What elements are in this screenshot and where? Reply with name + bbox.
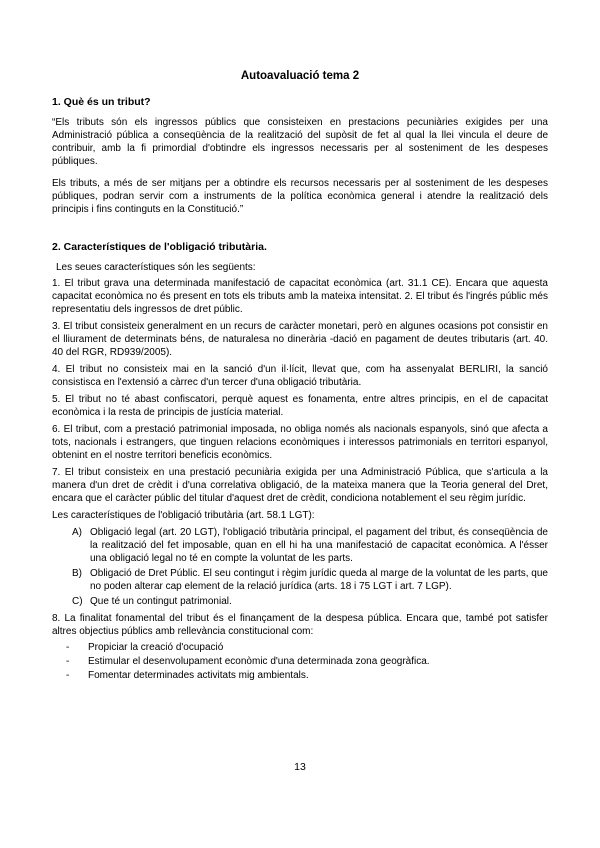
bullet-text: Propiciar la creació d'ocupació [88, 642, 224, 653]
bullet-item [66, 641, 548, 654]
lettered-item [72, 567, 548, 593]
lgt-characteristics-intro: Les característiques de l'obligació tributària (art. 58.1 LGT): [52, 510, 315, 521]
dash-bullet-icon: - [66, 642, 70, 653]
characteristic-item: 3. El tribut consisteix generalment en un recurs de caràcter monetari, però en algunes ocasions pot consistir en el lliurament de determinats béns, de naturalesa no dinerària -dació en pagament de deutes tributaris (art. 40. 40 del RGR, RD939/2005). [52, 321, 548, 358]
bullet-item [66, 655, 548, 668]
section-2-intro: Les seues característiques són les següents: [56, 262, 256, 273]
lettered-item-text: Obligació de Dret Públic. El seu contingut i règim jurídic queda al marge de la voluntat de les parts, que no poden alterar cap element de la relació jurídica (arts. 18 i 75 LGT i art. 7 LGP). [90, 568, 548, 592]
lettered-item [72, 595, 548, 608]
section-1-paragraph-1: “Els tributs són els ingressos públics que consisteixen en prestacions pecuniàries exigides per una Administració pública a conseqüència de la realització del supòsit de fet al qual la llei vincula el deure de contribuir, amb la fi primordial d'obtindre els ingressos necessaris per al sosteniment de les despeses públiques. [52, 117, 548, 167]
characteristic-item: 6. El tribut, com a prestació patrimonial imposada, no obliga només als nacionals espanyols, sinó que afecta a tots, nacionals i estrangers, que tinguen relacions econòmiques i interessos patrimonials en territori espanyol, obtenint en el nostre territori beneficis econòmics. [52, 424, 548, 461]
bullet-item [66, 669, 548, 682]
page-number: 13 [294, 761, 306, 773]
lettered-item-label: C) [72, 596, 83, 607]
lettered-item [72, 526, 548, 565]
dash-bullet-icon: - [66, 670, 70, 681]
bullet-text: Estimular el desenvolupament econòmic d'una determinada zona geogràfica. [88, 656, 430, 667]
section-1-paragraph-2: Els tributs, a més de ser mitjans per a obtindre els recursos necessaris per al sosteniment de les despeses públiques, podran servir com a instruments de la política econòmica general i atendre la realització dels principis i fins continguts en la Constitució.” [52, 178, 548, 215]
section-1-heading: 1. Què és un tribut? [52, 96, 151, 108]
lettered-item-label: A) [72, 527, 82, 538]
document-page [52, 70, 548, 683]
document-title: Autoavaluació tema 2 [240, 70, 360, 82]
bullet-text: Fomentar determinades activitats mig ambientals. [88, 670, 309, 681]
characteristic-item: 1. El tribut grava una determinada manifestació de capacitat econòmica (art. 31.1 CE). Encara que aquesta capacitat econòmica no és present en tots els tributs amb la mateixa intensitat. 2. El tribut és l'ingrés públic més representatiu dels ingressos de dret públic. [52, 278, 548, 315]
section-2-heading: 2. Característiques de l'obligació tributària. [52, 241, 267, 253]
characteristic-item: 7. El tribut consisteix en una prestació pecuniària exigida per una Administració Pública, que s'articula a la manera d'un dret de crèdit i d'una correlativa obligació, de la mateixa manera que la Teoria general del Dret, encara que el caràcter públic del titular d'aquest dret de crèdit, condiciona notablement el seu règim jurídic. [52, 467, 548, 504]
characteristic-item: 8. La finalitat fonamental del tribut és el finançament de la despesa pública. Encara que, també pot satisfer altres objectius públics amb rellevància constitucional com: [52, 613, 548, 637]
lettered-item-text: Obligació legal (art. 20 LGT), l'obligació tributària principal, el pagament del tribut, és conseqüència de la realització del fet imposable, quan en ell hi ha una manifestació de capacitat econòmica. A l'ésser una obligació legal no té en compte la voluntat de les parts. [90, 527, 548, 564]
characteristic-item: 4. El tribut no consisteix mai en la sanció d'un il·lícit, llevat que, com ha assenyalat BERLIRI, la sanció consistisca en l'extensió a càrrec d'un tercer d'una obligació tributària. [52, 364, 548, 388]
lettered-item-text: Que té un contingut patrimonial. [90, 596, 232, 607]
characteristic-item: 5. El tribut no té abast confiscatori, perquè aquest es fonamenta, entre altres principis, en el de capacitat econòmica i la resta de principis de justícia material. [52, 394, 548, 418]
lettered-item-label: B) [72, 568, 82, 579]
dash-bullet-icon: - [66, 656, 70, 667]
